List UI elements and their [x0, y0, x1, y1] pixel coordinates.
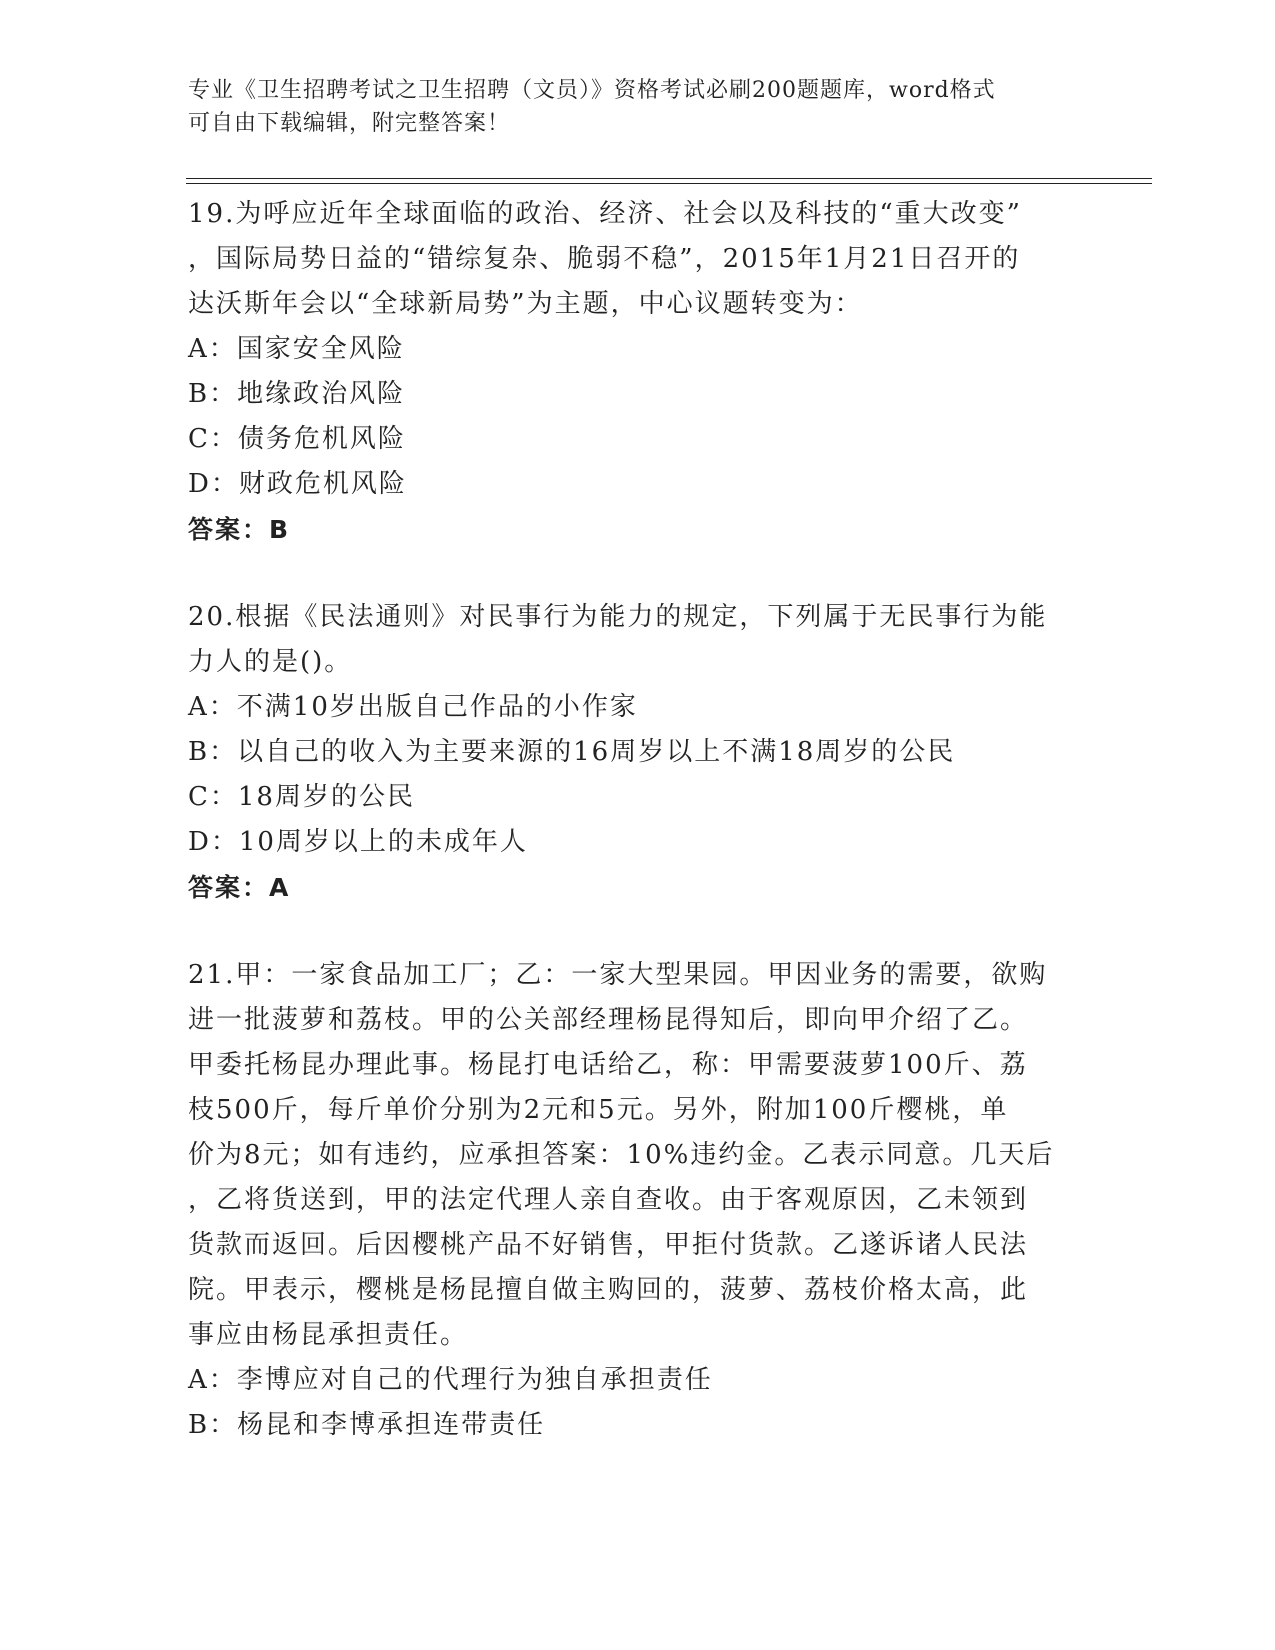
- stem-line: ，乙将货送到，甲的法定代理人亲自查收。由于客观原因，乙未领到: [188, 1185, 1029, 1215]
- stem-line: 进一批菠萝和荔枝。甲的公关部经理杨昆得知后，即向甲介绍了乙。: [188, 1005, 1029, 1035]
- question-stem: [188, 595, 1088, 685]
- question-spacer: [188, 552, 1088, 595]
- header-divider-top: [186, 178, 1152, 179]
- question-stem: [188, 953, 1088, 1358]
- question-20: [188, 595, 1088, 910]
- document-header: [188, 74, 1088, 140]
- stem-line: 达沃斯年会以“全球新局势”为主题，中心议题转变为：: [188, 289, 863, 319]
- option-a: A：国家安全风险: [188, 334, 405, 364]
- stem-line: 19.为呼应近年全球面临的政治、经济、社会以及科技的“重大改变”: [188, 199, 1022, 229]
- stem-line: 枝500斤，每斤单价分别为2元和5元。另外，附加100斤樱桃，单: [188, 1095, 1009, 1125]
- option-b: B：地缘政治风险: [188, 379, 406, 409]
- answer-line: 答案：B: [188, 515, 291, 544]
- option-c: C：18周岁的公民: [188, 782, 415, 812]
- stem-line: 价为8元；如有违约，应承担答案：10%违约金。乙表示同意。几天后: [188, 1140, 1055, 1170]
- option-b: B：以自己的收入为主要来源的16周岁以上不满18周岁的公民: [188, 737, 956, 767]
- header-line-1: 专业《卫生招聘考试之卫生招聘（文员）》资格考试必刷200题题库，word格式: [188, 78, 996, 103]
- question-19: [188, 192, 1088, 552]
- option-a: A：李博应对自己的代理行为独自承担责任: [188, 1365, 713, 1395]
- stem-line: ，国际局势日益的“错综复杂、脆弱不稳”，2015年1月21日召开的: [188, 244, 1021, 274]
- stem-line: 20.根据《民法通则》对民事行为能力的规定，下列属于无民事行为能: [188, 602, 1048, 632]
- option-d: D：财政危机风险: [188, 469, 407, 499]
- header-divider-bottom: [186, 183, 1152, 184]
- option-b: B：杨昆和李博承担连带责任: [188, 1410, 546, 1440]
- stem-line: 院。甲表示，樱桃是杨昆擅自做主购回的，菠萝、荔枝价格太高，此: [188, 1275, 1029, 1305]
- answer-line: 答案：A: [188, 873, 291, 902]
- question-spacer: [188, 910, 1088, 953]
- stem-line: 力人的是()。: [188, 647, 353, 677]
- option-d: D：10周岁以上的未成年人: [188, 827, 528, 857]
- stem-line: 21.甲：一家食品加工厂；乙：一家大型果园。甲因业务的需要，欲购: [188, 960, 1048, 990]
- header-line-2: 可自由下载编辑，附完整答案！: [188, 111, 511, 136]
- option-c: C：债务危机风险: [188, 424, 406, 454]
- option-a: A：不满10岁出版自己作品的小作家: [188, 692, 638, 722]
- question-21: [188, 953, 1088, 1448]
- stem-line: 事应由杨昆承担责任。: [188, 1320, 469, 1350]
- question-list: [188, 192, 1088, 1448]
- stem-line: 甲委托杨昆办理此事。杨昆打电话给乙，称：甲需要菠萝100斤、荔: [188, 1050, 1028, 1080]
- stem-line: 货款而返回。后因樱桃产品不好销售，甲拒付货款。乙遂诉诸人民法: [188, 1230, 1029, 1260]
- question-stem: [188, 192, 1088, 327]
